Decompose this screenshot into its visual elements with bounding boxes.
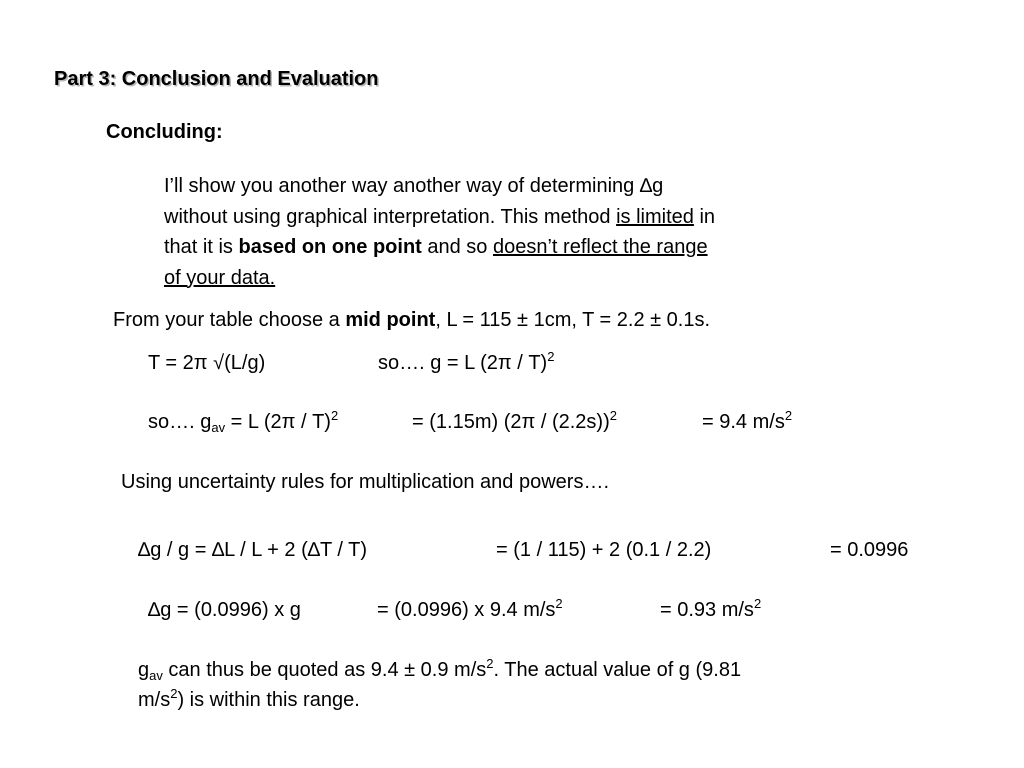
uncertainty-rules-line: Using uncertainty rules for multiplication and powers….: [121, 471, 609, 493]
delta-symbol: ∆: [639, 175, 653, 197]
conclusion-line-2: [138, 686, 360, 712]
superscript: 2: [486, 656, 494, 671]
absolute-uncertainty-result: [660, 596, 762, 622]
mid-point-line: [113, 309, 710, 332]
eq-text: = 9.4 m/s: [702, 411, 785, 433]
conclusion-text: . The actual value of g (9.81: [493, 659, 742, 681]
intro-text: and so: [421, 236, 493, 258]
conclusion-text: g: [138, 659, 150, 681]
superscript: 2: [753, 596, 762, 611]
eq-text: = L (2π / T): [225, 411, 331, 433]
intro-text: I’ll show you another way another way of determining: [164, 175, 640, 197]
eq-text: so…. g: [148, 411, 212, 433]
conclusion-text: can thus be quoted as 9.4 ± 0.9 m/s: [162, 659, 487, 681]
absolute-uncertainty-substitution: [377, 596, 563, 622]
mid-text: , L = 115 ± 1cm, T = 2.2 ± 0.1s.: [435, 309, 711, 331]
intro-line-4: [164, 263, 884, 294]
bold-phrase: mid point: [345, 309, 436, 331]
g-formula-text: so…. g = L (2π / T): [378, 352, 548, 374]
period-formula: T = 2π √(L/g): [148, 352, 266, 374]
underlined-phrase: is limited: [616, 205, 694, 228]
intro-text: g: [652, 175, 664, 197]
superscript: 2: [170, 686, 178, 701]
eq-text: = 0.93 m/s: [660, 599, 754, 621]
intro-text: without using graphical interpretation. This method: [164, 205, 617, 228]
mid-text: From your table choose a: [113, 309, 346, 331]
eq-text: = (1.15m) (2π / (2.2s)): [412, 411, 610, 433]
gav-formula: [148, 408, 339, 435]
intro-text: that it is: [164, 236, 239, 258]
eq-text: = (0.0996) x 9.4 m/s: [377, 599, 556, 621]
bold-phrase: based on one point: [238, 236, 422, 258]
underlined-phrase: of your data.: [164, 266, 276, 289]
part-title: Part 3: Conclusion and Evaluation: [54, 68, 379, 90]
intro-line-2: [164, 202, 884, 233]
underlined-phrase: doesn’t reflect the range: [493, 236, 708, 258]
intro-line-3: [164, 232, 884, 263]
g-formula: [378, 349, 555, 375]
intro-paragraph: [164, 171, 884, 293]
absolute-uncertainty-formula: ∆g = (0.0996) x g: [148, 599, 301, 621]
superscript: 2: [784, 408, 793, 423]
superscript: 2: [609, 408, 617, 423]
superscript: 2: [330, 408, 339, 423]
intro-line-1: [164, 171, 884, 202]
subscript: av: [211, 420, 226, 435]
intro-text: in: [693, 205, 716, 228]
conclusion-line-1: [138, 656, 742, 683]
section-subtitle: Concluding:: [106, 121, 223, 143]
relative-uncertainty-result: = 0.0996: [830, 539, 909, 561]
conclusion-text: m/s: [138, 689, 171, 711]
conclusion-text: ) is within this range.: [177, 689, 360, 711]
relative-uncertainty-formula: ∆g / g = ∆L / L + 2 (∆T / T): [138, 539, 368, 561]
superscript: 2: [547, 349, 555, 364]
relative-uncertainty-substitution: = (1 / 115) + 2 (0.1 / 2.2): [496, 539, 712, 561]
gav-result: [702, 408, 793, 434]
gav-substitution: [412, 408, 617, 434]
superscript: 2: [555, 596, 563, 611]
subscript: av: [149, 668, 163, 683]
